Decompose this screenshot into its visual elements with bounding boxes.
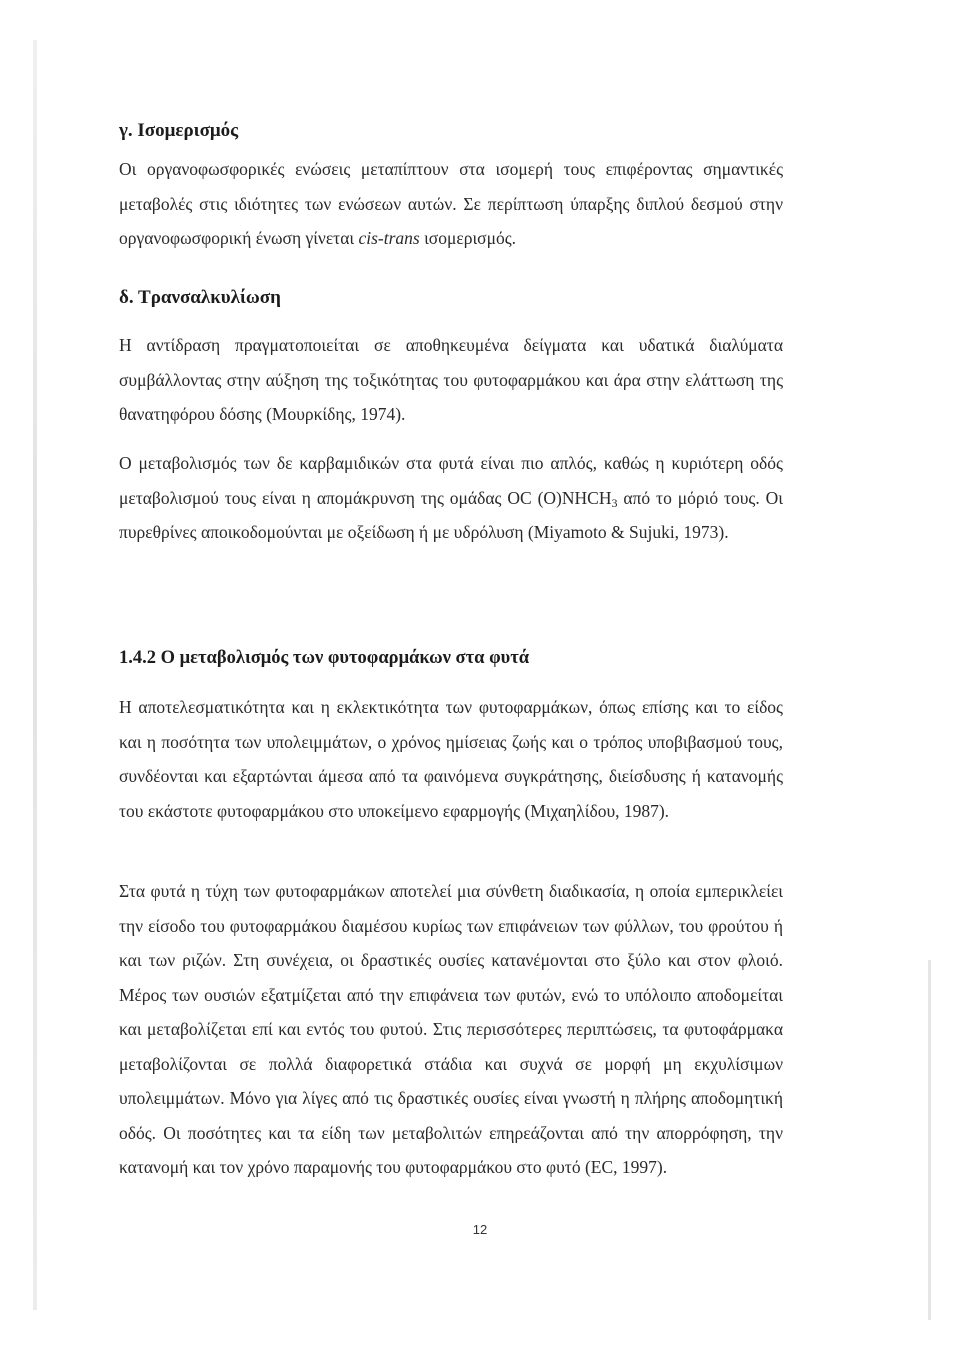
- section-heading-isomerism: γ. Ισομερισμός: [119, 120, 239, 141]
- paragraph-carbamates-text: Ο μεταβολισμός των δε καρβαμιδικών στα φυτά είναι πιο απλός, καθώς η κυριότερη οδός μεταβολισμού τους είναι η απομάκρυνση της ομάδας OC (O)NHCH: [119, 453, 783, 508]
- scan-edge-right: [928, 960, 931, 1320]
- section-heading-transalkylation: δ. Τρανσαλκυλίωση: [119, 287, 281, 308]
- paragraph-isomerism-end: ισομερισμός.: [419, 228, 517, 248]
- paragraph-carbamates: [119, 446, 783, 550]
- paragraph-isomerism-text: Οι οργανοφωσφορικές ενώσεις μεταπίπτουν στα ισομερή τους επιφέροντας σημαντικές μεταβολές στις ιδιότητες των ενώσεων αυτών. Σε περίπτωση ύπαρξης διπλού δεσμού στην οργανοφωσφορική ένωση γίνεται: [119, 159, 783, 248]
- page-number: 12: [472, 1222, 488, 1237]
- paragraph-metabolism-2: Στα φυτά η τύχη των φυτοφαρμάκων αποτελεί μια σύνθετη διαδικασία, η οποία εμπερικλείει την είσοδο του φυτοφαρμάκου διαμέσου κυρίως των επιφάνειων των φύλλων, του φρούτου ή και των ριζών. Στη συνέχεια, οι δραστικές ουσίες κατανέμονται στο ξύλο και στον φλοιό. Μέρος των ουσιών εξατμίζεται από την επιφάνεια των φυτών, ενώ το υπόλοιπο αποδομείται και μεταβολίζεται επί και εντός του φυτού. Στις περισσότερες περιπτώσεις, τα φυτοφάρμακα μεταβολίζονται σε πολλά διαφορετικά στάδια και συχνά σε μορφή μη εκχυλίσιμων υπολειμμάτων. Μόνο για λίγες από τις δραστικές ουσίες είναι γνωστή η πλήρης αποδομητική οδός. Οι ποσότητες και τα είδη των μεταβολιτών επηρεάζονται από την απορρόφηση, την κατανομή και τον χρόνο παραμονής του φυτοφαρμάκου στο φυτό (EC, 1997).: [119, 881, 783, 1177]
- scan-edge-left: [33, 40, 37, 1310]
- paragraph-carbamates-end: από το μόριό τους. Οι πυρεθρίνες αποικοδομούνται με οξείδωση ή με υδρόλυση (Miyamoto & Sujuki, 1973).: [119, 487, 784, 542]
- paragraph-transalkylation: Η αντίδραση πραγματοποιείται σε αποθηκευμένα δείγματα και υδατικά διαλύματα συμβάλλοντας στην αύξηση της τοξικότητας του φυτοφαρμάκου και άρα στην ελάττωση της θανατηφόρου δόσης (Μουρκίδης, 1974).: [119, 335, 783, 424]
- cis-trans-term: cis-trans: [358, 228, 420, 248]
- subscript-3: 3: [611, 495, 618, 510]
- paragraph-metabolism-1: Η αποτελεσματικότητα και η εκλεκτικότητα των φυτοφαρμάκων, όπως επίσης και το είδος και η ποσότητα των υπολειμμάτων, ο χρόνος ημίσειας ζωής και ο τρόπος υποβιβασμού τους, συνδέονται και εξαρτώνται άμεσα από τα φαινόμενα συγκράτησης, διείσδυσης ή κατανομής του εκάστοτε φυτοφαρμάκου στο υποκείμενο εφαρμογής (Μιχαηλίδου, 1987).: [119, 697, 783, 821]
- section-heading-metabolism: 1.4.2 Ο μεταβολισμός των φυτοφαρμάκων στα φυτά: [119, 648, 530, 668]
- paragraph-isomerism: [119, 152, 783, 256]
